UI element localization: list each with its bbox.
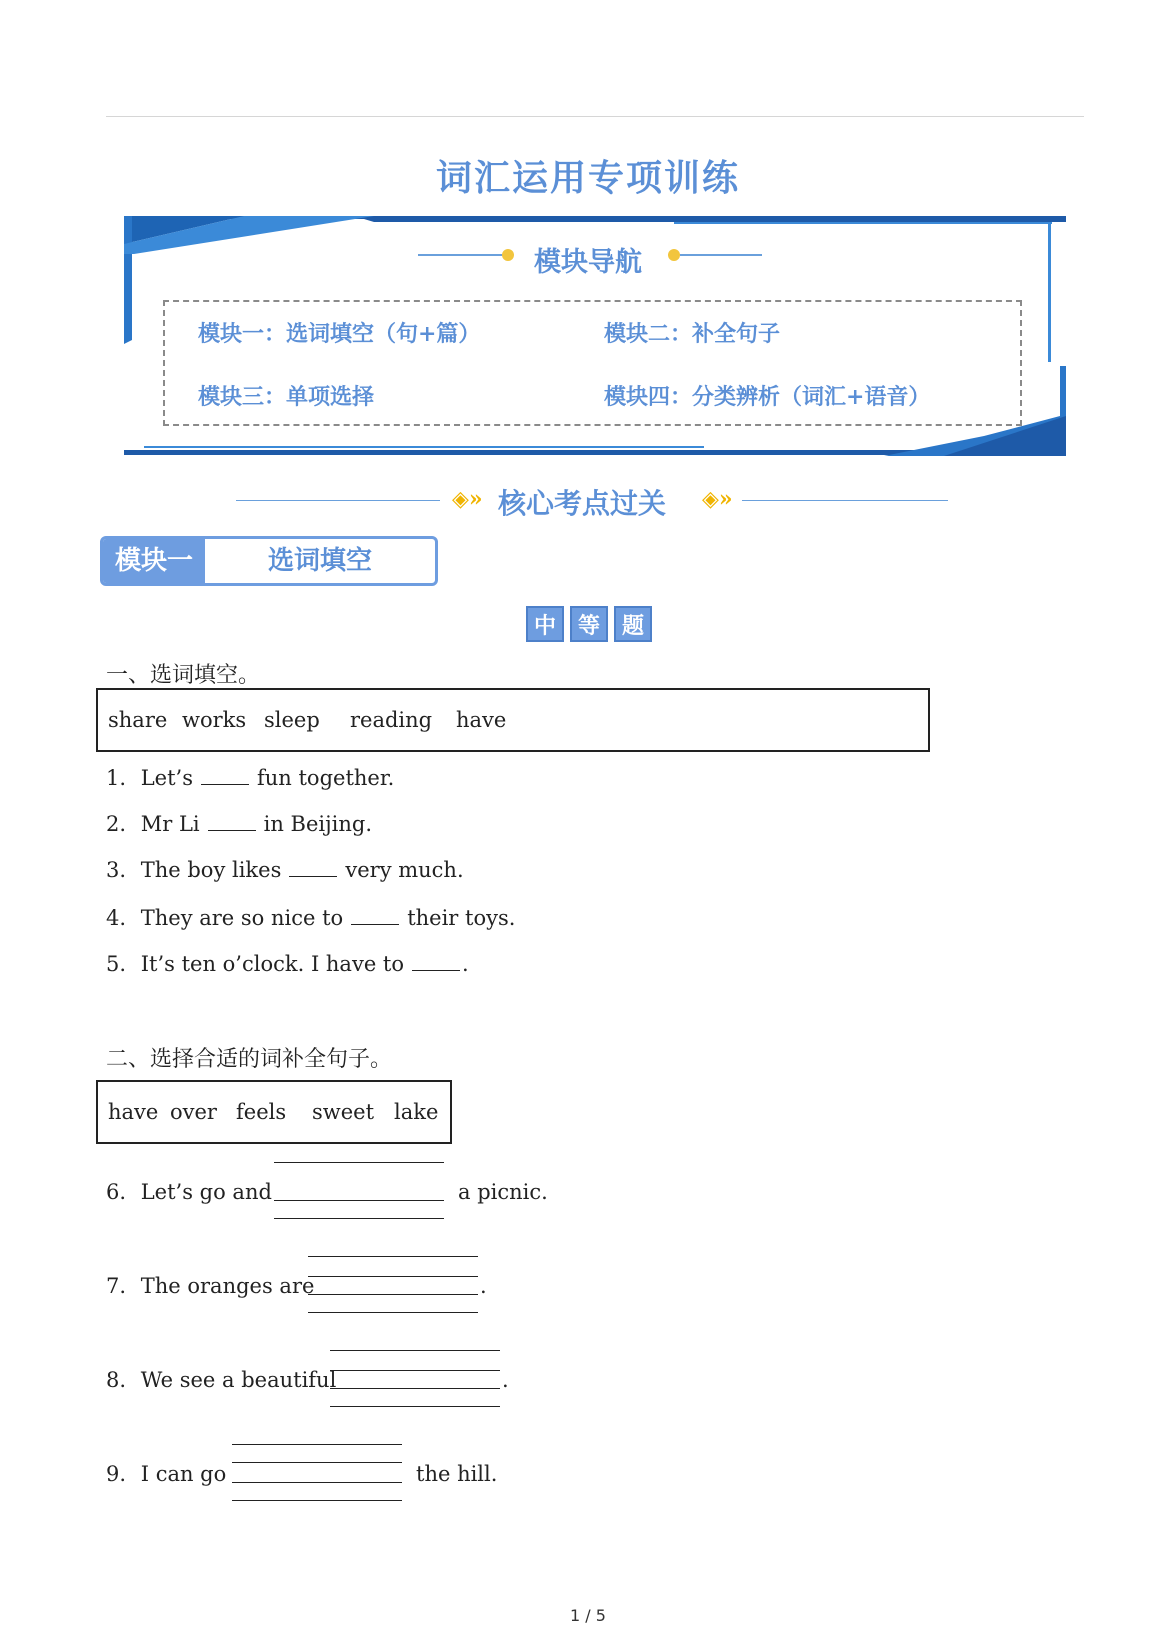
word-option: reading [350,708,433,732]
question-text-before: Let’s [140,766,193,790]
answer-line[interactable] [274,1162,444,1163]
answer-line[interactable] [308,1256,478,1257]
question-3 [106,858,464,882]
question-2 [106,812,372,836]
core-heading-line-left [236,500,440,501]
nav-heading-line-right [680,254,762,256]
question-text-before: We see a beautiful [140,1368,337,1392]
question-text-before: The oranges are [140,1274,315,1298]
word-option: have [456,708,507,732]
question-text-before: The boy likes [140,858,282,882]
section1-heading: 一、选词填空。 [106,663,261,688]
question-text-after: their toys. [407,906,516,930]
question-number: 3. [106,858,127,882]
header-rule [106,116,1084,117]
question-text-before: They are so nice to [140,906,344,930]
question-7-prefix [106,1274,314,1298]
question-text-before: Let’s go and [140,1180,272,1204]
answer-line[interactable] [330,1388,500,1389]
question-1 [106,766,394,790]
question-number: 7. [106,1274,127,1298]
difficulty-char-3: 题 [614,606,652,642]
answer-line[interactable] [232,1482,402,1483]
question-text-after: very much. [345,858,464,882]
answer-line[interactable] [330,1406,500,1407]
answer-line[interactable] [274,1200,444,1201]
page-number: 1 / 5 [570,1606,606,1625]
page-title: 词汇运用专项训练 [435,157,740,199]
difficulty-char-1: 中 [526,606,564,642]
answer-line[interactable] [232,1500,402,1501]
word-option: lake [394,1100,439,1124]
question-8-prefix [106,1368,336,1392]
question-number: 8. [106,1368,127,1392]
answer-blank[interactable] [208,812,256,831]
core-heading-line-right [742,500,948,501]
answer-line[interactable] [232,1444,402,1445]
word-option: have [108,1100,159,1124]
word-option: sweet [312,1100,375,1124]
question-4 [106,906,515,930]
answer-line[interactable] [274,1218,444,1219]
question-text-after: in Beijing. [263,812,372,836]
module-tag-label: 模块一 [103,539,205,583]
question-text-before: It’s ten o’clock. I have to [140,952,405,976]
nav-item-module4[interactable]: 模块四：分类辨析（词汇+语音） [604,384,931,410]
nav-heading: 模块导航 [534,247,642,278]
question-9-prefix [106,1462,226,1486]
module-tag [100,536,438,586]
question-text-after: fun together. [257,766,395,790]
core-heading-chevron-left-icon: ◈» [452,486,483,512]
question-6-prefix [106,1180,272,1204]
question-number: 6. [106,1180,127,1204]
word-option: feels [236,1100,287,1124]
question-6-suffix: a picnic. [458,1180,548,1204]
question-9-suffix: the hill. [416,1462,498,1486]
question-text-before: I can go [140,1462,227,1486]
question-number: 9. [106,1462,127,1486]
nav-item-module1[interactable]: 模块一：选词填空（句+篇） [198,321,481,347]
answer-blank[interactable] [412,952,460,971]
nav-heading-dot-right [668,249,680,261]
answer-line[interactable] [308,1312,478,1313]
answer-line[interactable] [330,1350,500,1351]
answer-line[interactable] [308,1294,478,1295]
question-text-after: . [462,952,469,976]
word-option: over [170,1100,217,1124]
question-number: 2. [106,812,127,836]
word-option: works [182,708,247,732]
section2-heading: 二、选择合适的词补全句子。 [106,1047,393,1072]
question-5 [106,952,469,976]
answer-blank[interactable] [289,858,337,877]
core-heading: 核心考点过关 [498,487,667,520]
question-8-suffix: . [502,1368,509,1392]
question-number: 1. [106,766,127,790]
word-option: sleep [264,708,320,732]
question-7-suffix: . [480,1274,487,1298]
answer-line[interactable] [308,1276,478,1277]
answer-line[interactable] [232,1462,402,1463]
answer-line[interactable] [330,1370,500,1371]
question-number: 4. [106,906,127,930]
question-text-before: Mr Li [140,812,200,836]
answer-blank[interactable] [351,906,399,925]
word-option: share [108,708,168,732]
difficulty-char-2: 等 [570,606,608,642]
nav-item-module3[interactable]: 模块三：单项选择 [198,384,375,410]
module-tag-name: 选词填空 [267,546,372,576]
answer-blank[interactable] [201,766,249,785]
nav-item-module2[interactable]: 模块二：补全句子 [604,321,781,347]
question-number: 5. [106,952,127,976]
core-heading-chevron-right-icon: ◈» [702,486,733,512]
